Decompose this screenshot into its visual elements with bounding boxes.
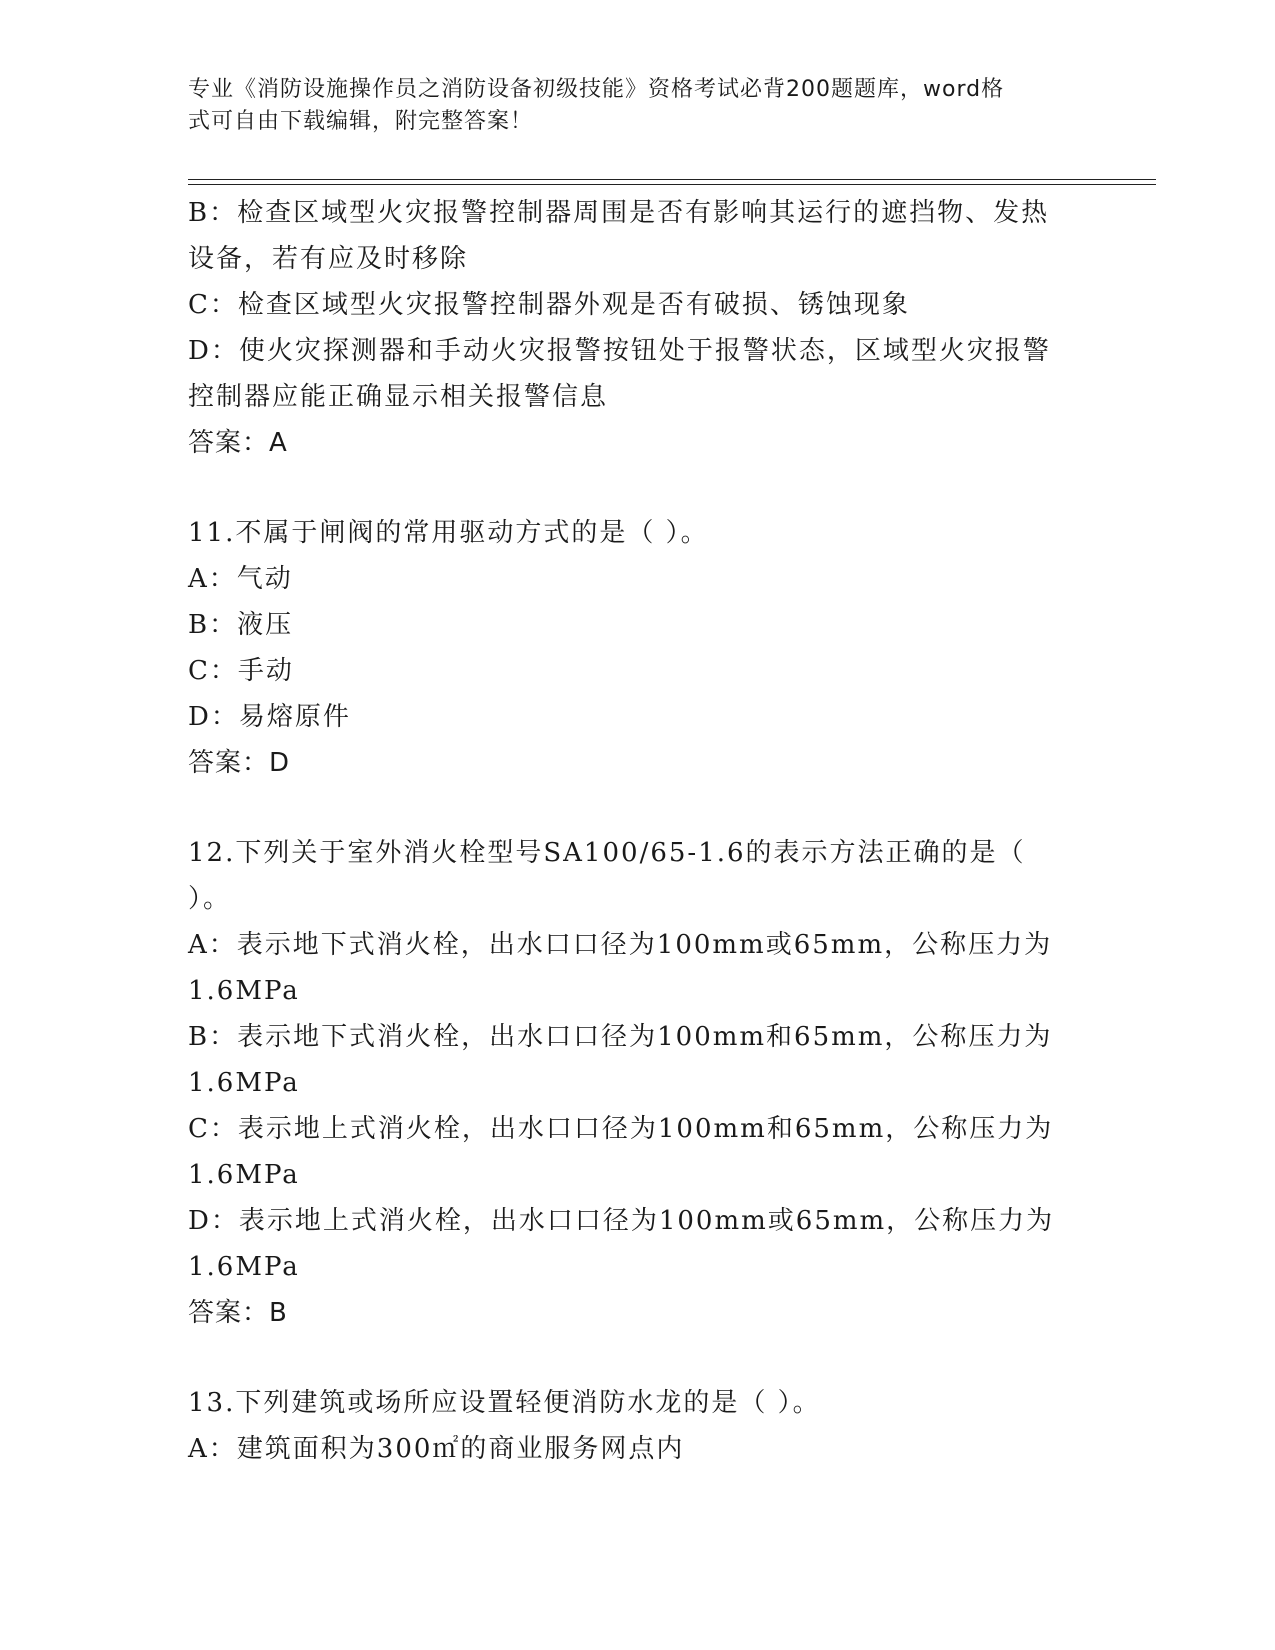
- q12-option-b-line-2: 1.6MPa: [188, 1068, 300, 1098]
- q10-option-d-line-1: D：使火灾探测器和手动火灾报警按钮处于报警状态，区域型火灾报警: [188, 336, 1051, 366]
- q11-option-d: D：易熔原件: [188, 702, 351, 732]
- q13-question: 13.下列建筑或场所应设置轻便消防水龙的是（ ）。: [188, 1388, 821, 1418]
- q11-option-a: A：气动: [188, 564, 293, 594]
- q10-option-d-line-2: 控制器应能正确显示相关报警信息: [188, 382, 609, 412]
- q11-option-c: C：手动: [188, 656, 294, 686]
- question-12-block: [188, 830, 1108, 1336]
- document-header: [188, 74, 1088, 138]
- question-13-block: [188, 1380, 1108, 1472]
- header-line-2: 式可自由下载编辑，附完整答案！: [188, 109, 534, 134]
- header-divider-bottom: [188, 184, 1156, 185]
- q11-question: 11.不属于闸阀的常用驱动方式的是（ ）。: [188, 518, 709, 548]
- q12-option-d-line-1: D：表示地上式消火栓，出水口口径为100mm或65mm，公称压力为: [188, 1206, 1055, 1236]
- q10-option-c: C：检查区域型火灾报警控制器外观是否有破损、锈蚀现象: [188, 290, 910, 320]
- q10-option-b-line-1: B：检查区域型火灾报警控制器周围是否有影响其运行的遮挡物、发热: [188, 198, 1050, 228]
- q11-option-b: B：液压: [188, 610, 294, 640]
- q12-option-a-line-1: A：表示地下式消火栓，出水口口径为100mm或65mm，公称压力为: [188, 930, 1053, 960]
- q10-answer: 答案：A: [188, 428, 288, 458]
- q11-answer: 答案：D: [188, 748, 291, 778]
- header-divider-top: [188, 179, 1156, 180]
- q12-question-line-2: ）。: [188, 884, 232, 914]
- q12-answer: 答案：B: [188, 1298, 288, 1328]
- q12-option-c-line-1: C：表示地上式消火栓，出水口口径为100mm和65mm，公称压力为: [188, 1114, 1054, 1144]
- q12-option-b-line-1: B：表示地下式消火栓，出水口口径为100mm和65mm，公称压力为: [188, 1022, 1053, 1052]
- document-body: [188, 190, 1108, 1472]
- q12-option-a-line-2: 1.6MPa: [188, 976, 300, 1006]
- q12-option-c-line-2: 1.6MPa: [188, 1160, 300, 1190]
- header-line-1: 专业《消防设施操作员之消防设备初级技能》资格考试必背200题题库，word格: [188, 77, 1005, 102]
- q12-option-d-line-2: 1.6MPa: [188, 1252, 300, 1282]
- question-10-block: [188, 190, 1108, 466]
- q10-option-b-line-2: 设备，若有应及时移除: [188, 244, 469, 274]
- q12-question-line-1: 12.下列关于室外消火栓型号SA100/65-1.6的表示方法正确的是（: [188, 838, 1026, 868]
- question-11-block: [188, 510, 1108, 786]
- q13-option-a: A：建筑面积为300㎡的商业服务网点内: [188, 1434, 685, 1464]
